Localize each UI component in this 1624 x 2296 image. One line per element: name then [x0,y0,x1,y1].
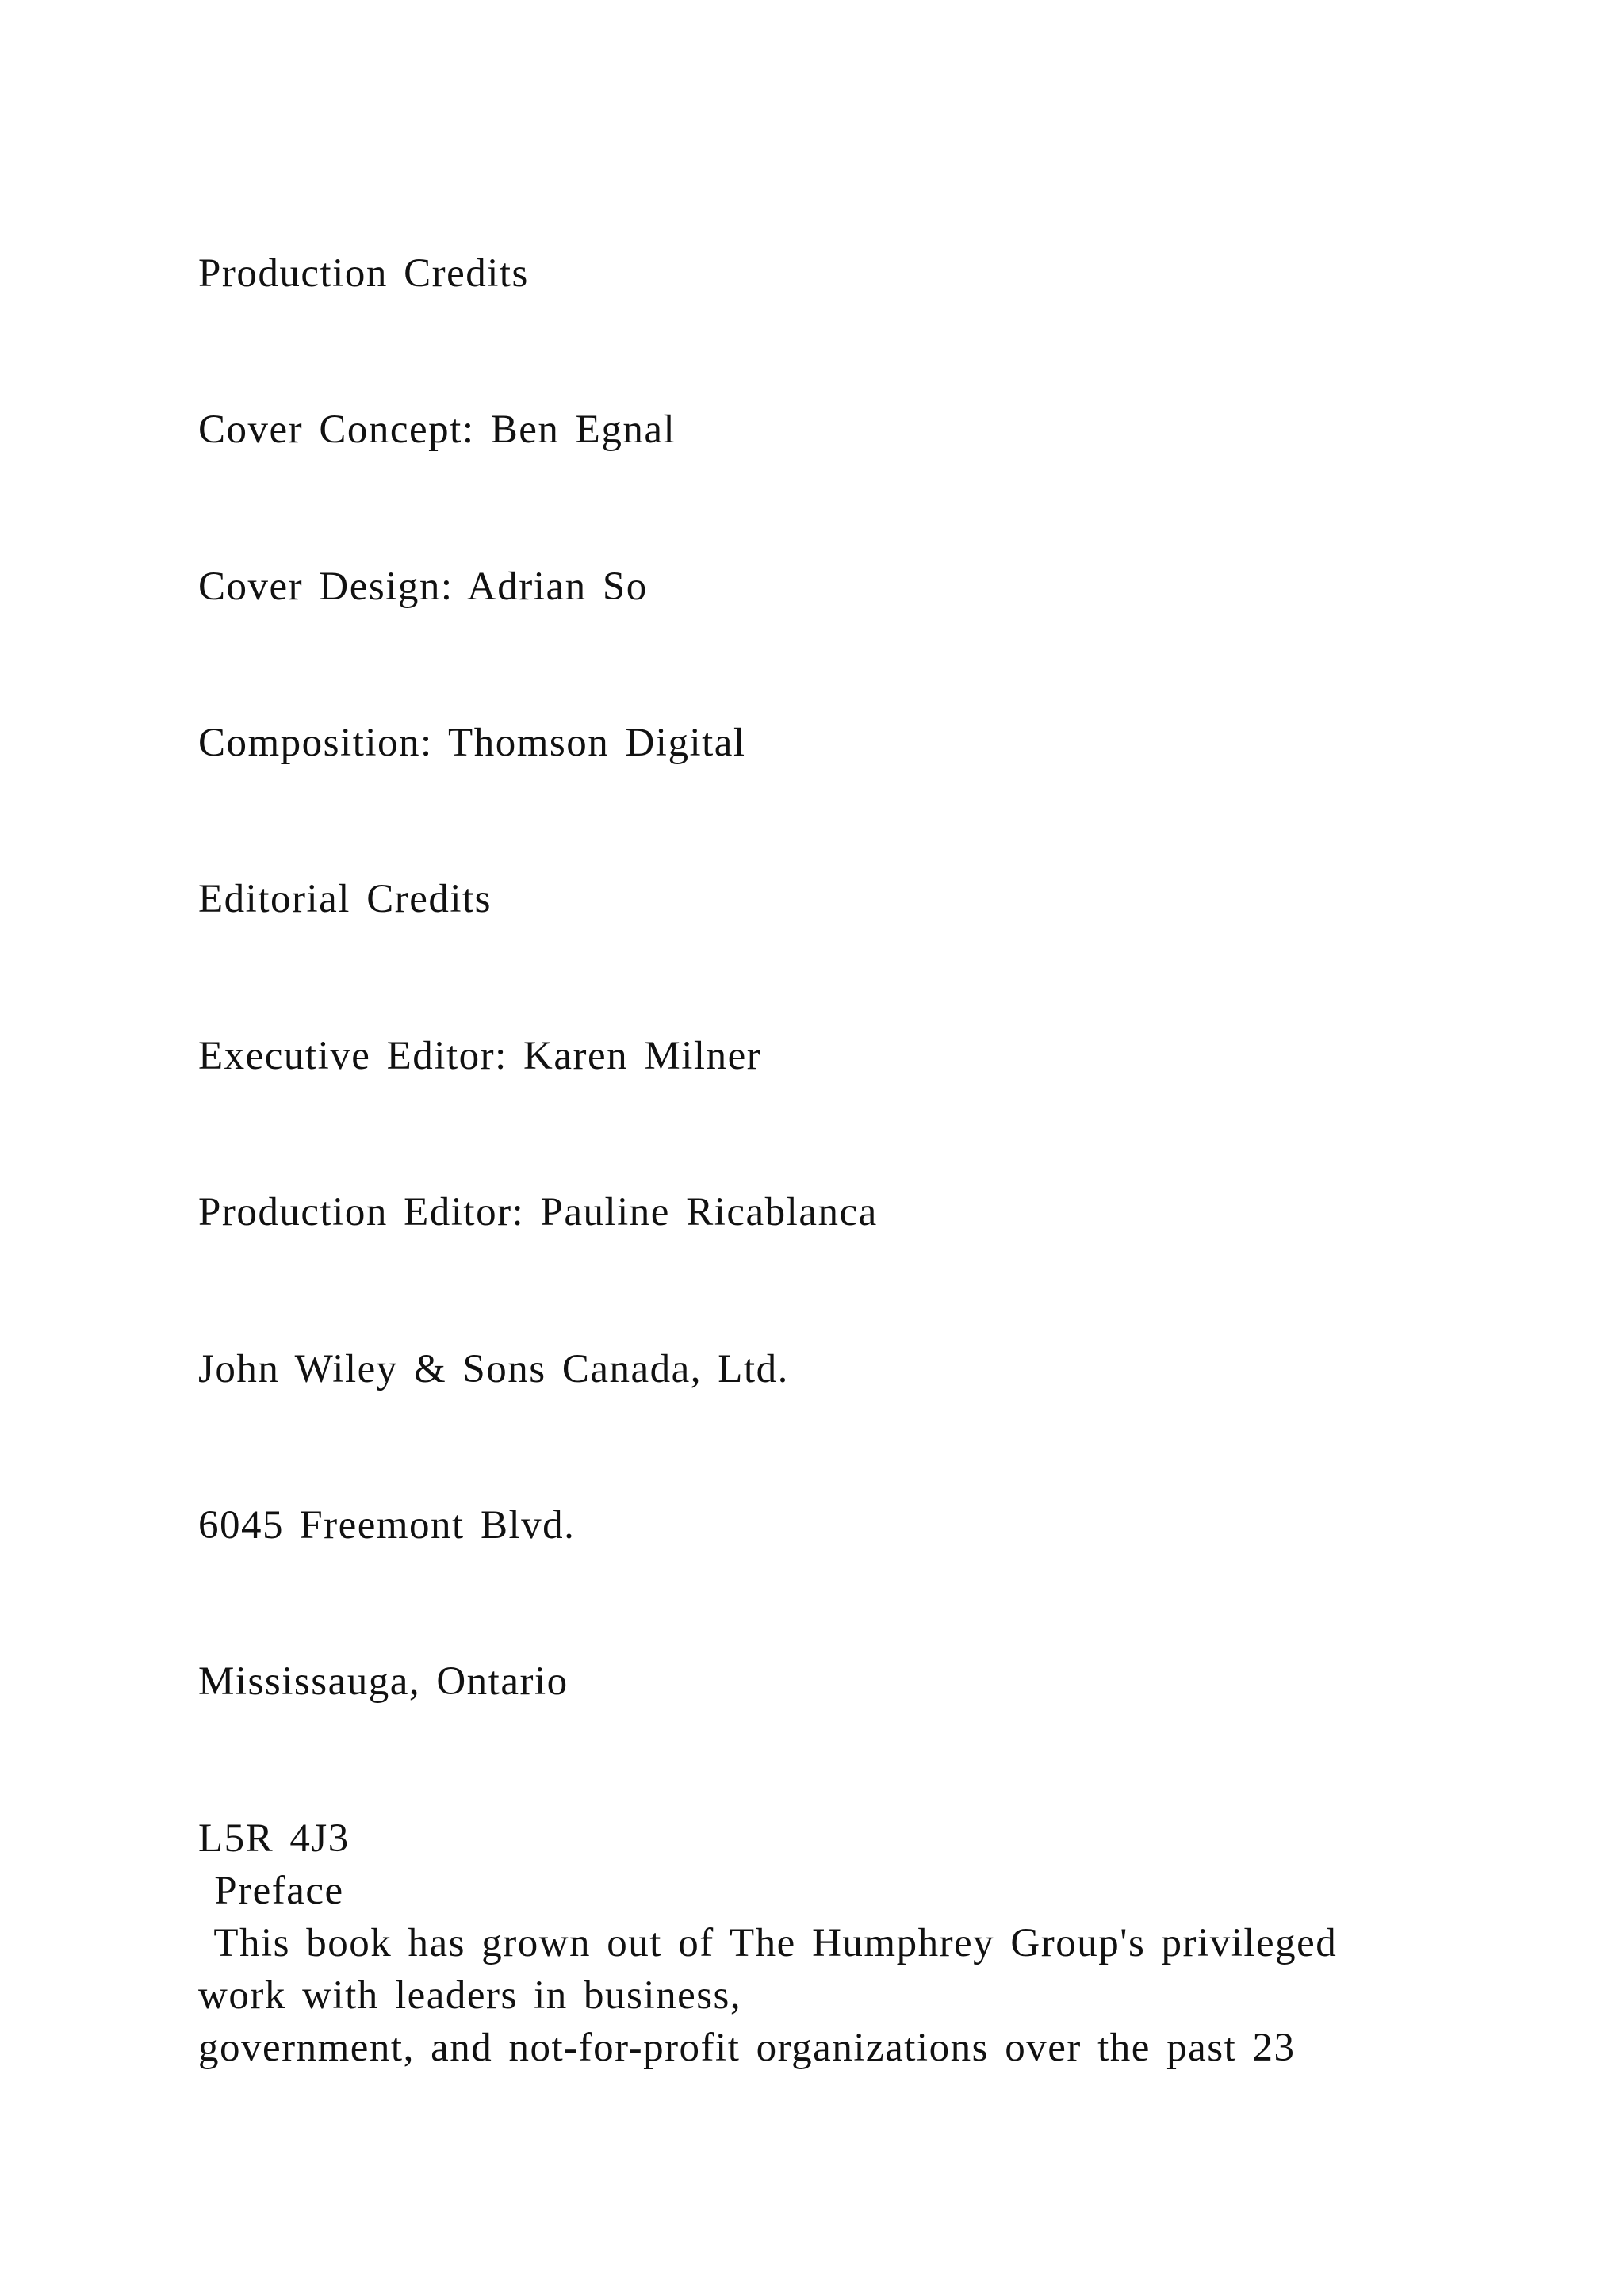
preface-heading: Preface [198,1869,344,1913]
cover-concept-line: Cover Concept: Ben Egnal [198,408,676,452]
publisher-postal-code: L5R 4J3 [198,1816,350,1861]
production-credits-heading: Production Credits [198,251,529,296]
publisher-city: Mississauga, Ontario [198,1659,569,1704]
cover-design-line: Cover Design: Adrian So [198,564,648,609]
production-editor-line: Production Editor: Pauline Ricablanca [198,1190,878,1234]
executive-editor-line: Executive Editor: Karen Milner [198,1034,762,1078]
publisher-street: 6045 Freemont Blvd. [198,1503,576,1548]
preface-text-line-3: government, and not-for-profit organizations over the past 23 [198,2026,1296,2070]
preface-text-line-2: work with leaders in business, [198,1973,742,2018]
composition-line: Composition: Thomson Digital [198,721,746,765]
preface-text-line-1: This book has grown out of The Humphrey Group's privileged [198,1921,1338,1965]
editorial-credits-heading: Editorial Credits [198,877,492,921]
publisher-name: John Wiley & Sons Canada, Ltd. [198,1347,789,1391]
